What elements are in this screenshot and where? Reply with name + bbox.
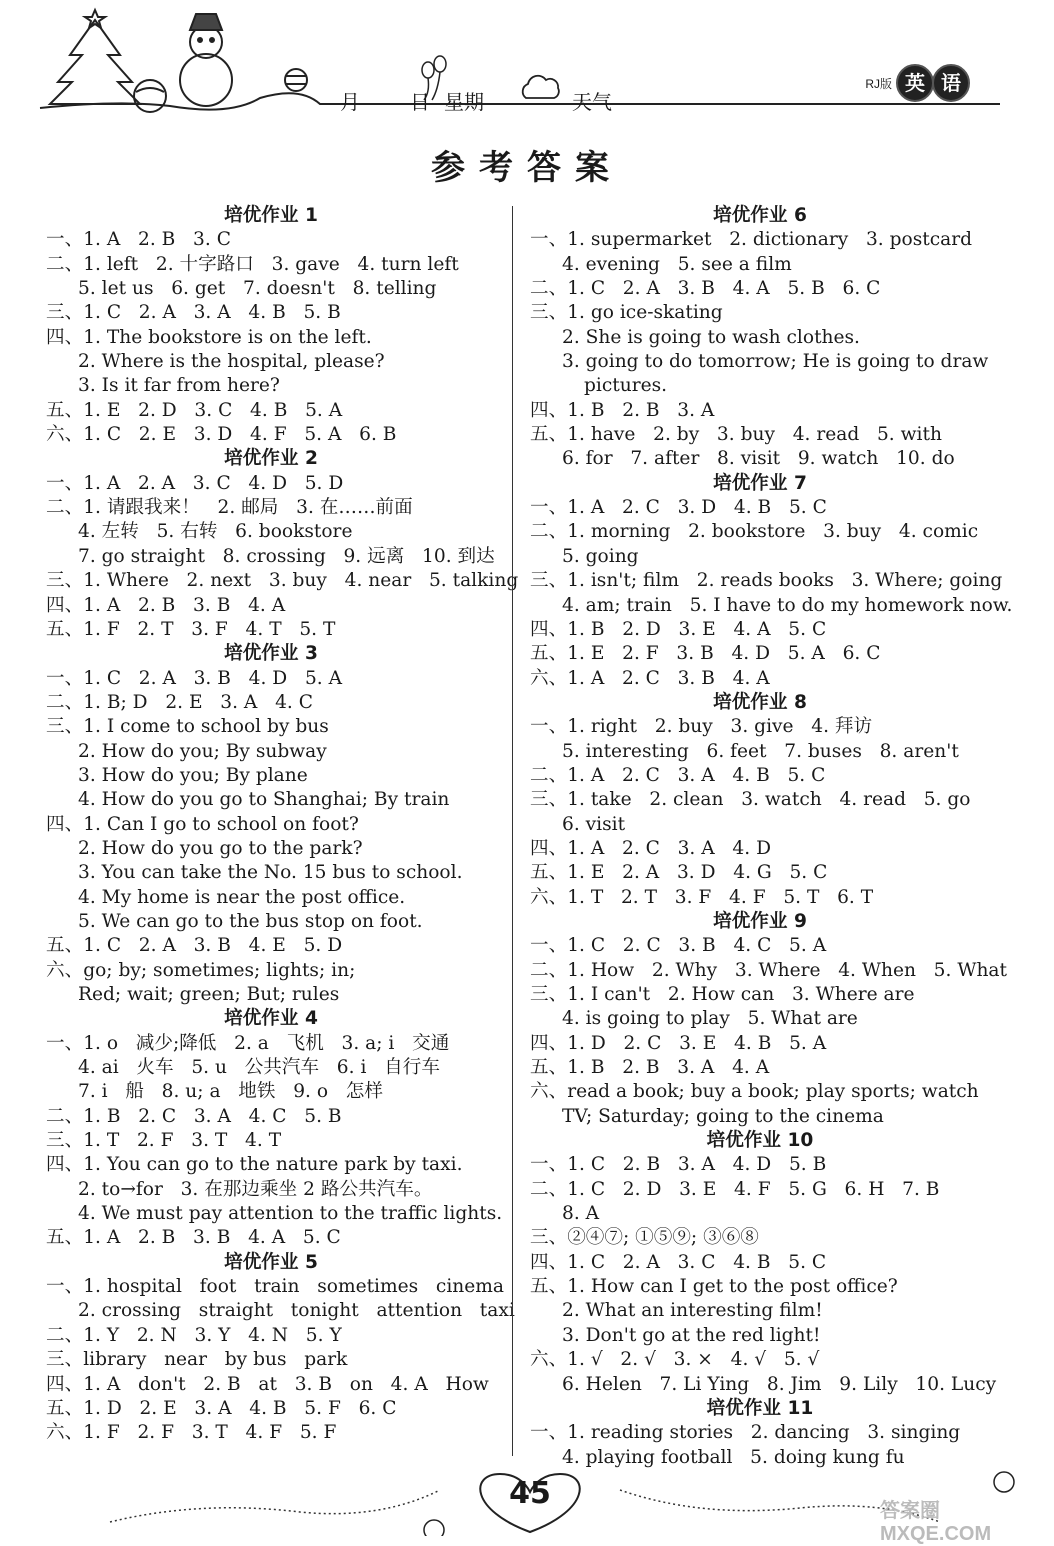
- answer-line: 一、1. C 2. C 3. B 4. C 5. A: [530, 935, 827, 957]
- answer-line: 四、1. C 2. A 3. C 4. B 5. C: [530, 1251, 827, 1273]
- answer-line: 4. evening 5. see a film: [562, 253, 792, 275]
- christmas-tree-icon: [50, 10, 140, 104]
- page-header: [0, 0, 1054, 130]
- answer-line: 五、1. E 2. A 3. D 4. G 5. C: [530, 862, 828, 884]
- watermark: 答案圈 MXQE.COM: [880, 1500, 992, 1545]
- answer-line: 5. let us 6. get 7. doesn't 8. telling: [78, 278, 437, 300]
- answer-line: 四、1. D 2. C 3. E 4. B 5. A: [530, 1032, 827, 1054]
- section-heading: 培优作业 9: [713, 910, 807, 932]
- answer-line: Red; wait; green; But; rules: [78, 984, 340, 1005]
- answer-line: 一、1. right 2. buy 3. give 4. 拜访: [530, 716, 873, 738]
- answer-line: 3. You can take the No. 15 bus to school.: [78, 862, 463, 884]
- page-title: 参考答案: [431, 148, 623, 188]
- right-column: [530, 204, 1013, 1470]
- answer-line: 一、1. supermarket 2. dictionary 3. postcard: [530, 229, 972, 251]
- answer-line: 三、1. take 2. clean 3. watch 4. read 5. go: [530, 789, 971, 811]
- answer-line: 二、1. morning 2. bookstore 3. buy 4. comic: [530, 521, 979, 543]
- answer-line: 四、1. You can go to the nature park by taxi.: [46, 1154, 463, 1176]
- date-month: 月: [340, 90, 360, 114]
- answer-line: 4. 左转 5. 右转 6. bookstore: [78, 521, 353, 543]
- date-line: [340, 86, 612, 115]
- answer-line: 5. We can go to the bus stop on foot.: [78, 910, 423, 932]
- left-column: [46, 204, 519, 1446]
- answer-line: 4. playing football 5. doing kung fu: [562, 1446, 905, 1468]
- answer-line: 2. What an interesting film!: [562, 1300, 823, 1322]
- answer-line: 一、1. A 2. A 3. C 4. D 5. D: [46, 472, 344, 494]
- answer-line: 五、1. D 2. E 3. A 4. B 5. F 6. C: [46, 1397, 397, 1419]
- answer-line: 三、1. Where 2. next 3. buy 4. near 5. talking: [46, 570, 519, 592]
- answer-line: 五、1. How can I get to the post office?: [530, 1276, 898, 1298]
- answer-line: 二、1. Y 2. N 3. Y 4. N 5. Y: [46, 1324, 342, 1346]
- answer-line: 4. My home is near the post office.: [78, 886, 406, 908]
- answer-line: 2. She is going to wash clothes.: [562, 326, 860, 348]
- answer-line: 2. How do you go to the park?: [78, 837, 363, 859]
- page-number: 45: [509, 1476, 551, 1511]
- answer-line: 四、1. A don't 2. B at 3. B on 4. A How: [46, 1373, 489, 1395]
- answer-line: 六、1. √ 2. √ 3. × 4. √ 5. √: [530, 1349, 820, 1371]
- answer-line: 6. for 7. after 8. visit 9. watch 10. do: [562, 448, 955, 470]
- answer-line: 三、1. C 2. A 3. A 4. B 5. B: [46, 302, 341, 324]
- answer-line: 二、1. 请跟我来！ 2. 邮局 3. 在……前面: [46, 497, 413, 519]
- bubble-icon: [424, 1520, 444, 1536]
- answer-line: 二、1. C 2. D 3. E 4. F 5. G 6. H 7. B: [530, 1178, 940, 1200]
- section-heading: 培优作业 8: [713, 691, 807, 713]
- answer-line: 5. interesting 6. feet 7. buses 8. aren't: [562, 740, 959, 762]
- answer-line: 三、1. I come to school by bus: [46, 716, 329, 738]
- answer-line: 五、1. have 2. by 3. buy 4. read 5. with: [530, 424, 942, 446]
- answer-line: 二、1. left 2. 十字路口 3. gave 4. turn left: [46, 253, 459, 275]
- section-heading: 培优作业 11: [706, 1397, 814, 1419]
- section-heading: 培优作业 7: [713, 472, 807, 494]
- answer-line: 五、1. F 2. T 3. F 4. T 5. T: [46, 618, 336, 640]
- answer-line: 五、1. E 2. F 3. B 4. D 5. A 6. C: [530, 643, 881, 665]
- answer-line: 五、1. B 2. B 3. A 4. A: [530, 1057, 770, 1079]
- answer-line: 六、1. A 2. C 3. B 4. A: [530, 667, 770, 689]
- answer-line: 三、1. isn't; film 2. reads books 3. Where; going: [530, 570, 1003, 592]
- answer-line: 2. How do you; By subway: [78, 740, 327, 762]
- section-heading: 培优作业 4: [224, 1008, 318, 1030]
- section-heading: 培优作业 3: [224, 643, 318, 665]
- date-weekday: 星期: [444, 90, 484, 114]
- answer-line: 二、1. B; D 2. E 3. A 4. C: [46, 691, 313, 713]
- answer-line: 五、1. A 2. B 3. B 4. A 5. C: [46, 1227, 341, 1249]
- answer-line: 5. going: [562, 545, 639, 567]
- answer-line: 三、1. go ice-skating: [530, 302, 723, 324]
- answer-line: 4. We must pay attention to the traffic lights.: [78, 1203, 503, 1225]
- answer-line: 2. to→for 3. 在那边乘坐 2 路公共汽车。: [78, 1178, 433, 1200]
- answer-line: 4. ai 火车 5. u 公共汽车 6. i 自行车: [78, 1057, 440, 1079]
- answer-line: 4. is going to play 5. What are: [562, 1008, 858, 1030]
- answer-line: 一、1. A 2. B 3. C: [46, 229, 231, 251]
- answer-line: 一、1. A 2. C 3. D 4. B 5. C: [530, 497, 827, 519]
- answer-line: 7. go straight 8. crossing 9. 远离 10. 到达: [78, 545, 495, 567]
- answer-line: 3. Is it far from here?: [78, 375, 280, 397]
- answer-line: 四、1. Can I go to school on foot?: [46, 813, 359, 835]
- answer-line: 五、1. C 2. A 3. B 4. E 5. D: [46, 935, 343, 957]
- answer-line: TV; Saturday; going to the cinema: [562, 1105, 884, 1127]
- answer-line: 四、1. A 2. B 3. B 4. A: [46, 594, 286, 616]
- answer-line: 6. visit: [562, 813, 626, 835]
- answer-line: 六、read a book; buy a book; play sports; watch: [530, 1081, 979, 1103]
- answer-line: 3. Don't go at the red light!: [562, 1324, 821, 1346]
- answer-line: 四、1. The bookstore is on the left.: [46, 326, 372, 348]
- answer-line: 六、go; by; sometimes; lights; in;: [46, 959, 356, 981]
- answer-line: 六、1. T 2. T 3. F 4. F 5. T 6. T: [530, 886, 874, 908]
- date-day: 日: [410, 90, 430, 114]
- answer-line: 二、1. C 2. A 3. B 4. A 5. B 6. C: [530, 278, 881, 300]
- section-heading: 培优作业 6: [713, 205, 807, 226]
- subject-badge: [898, 64, 970, 102]
- answer-line: 6. Helen 7. Li Ying 8. Jim 9. Lily 10. Lucy: [562, 1373, 997, 1395]
- answer-line: 4. am; train 5. I have to do my homework now.: [562, 594, 1013, 616]
- answer-line: 三、②④⑦; ①⑤⑨; ③⑥⑧: [530, 1227, 759, 1249]
- section-heading: 培优作业 2: [224, 448, 318, 470]
- section-heading: 培优作业 10: [706, 1130, 814, 1152]
- answer-line: 4. How do you go to Shanghai; By train: [78, 789, 450, 811]
- answer-line: 7. i 船 8. u; a 地铁 9. o 怎样: [78, 1081, 383, 1103]
- subject-char-2: 语: [932, 64, 970, 102]
- answer-line: 二、1. A 2. C 3. A 4. B 5. C: [530, 764, 826, 786]
- subject-char-1: 英: [896, 64, 934, 102]
- answer-line: 3. going to do tomorrow; He is going to draw: [562, 351, 989, 373]
- section-heading: 培优作业 5: [224, 1251, 318, 1273]
- snowman-icon: [180, 14, 232, 106]
- answer-line: 五、1. E 2. D 3. C 4. B 5. A: [46, 399, 343, 421]
- answer-line: 三、library near by bus park: [46, 1349, 348, 1371]
- answer-line: 一、1. hospital foot train sometimes cinema: [46, 1276, 504, 1298]
- answer-line: 三、1. I can't 2. How can 3. Where are: [530, 984, 915, 1005]
- answer-line: 四、1. B 2. D 3. E 4. A 5. C: [530, 618, 827, 640]
- answer-line: 8. A: [562, 1203, 600, 1225]
- answer-line: 2. Where is the hospital, please?: [78, 351, 385, 373]
- answer-line: 3. How do you; By plane: [78, 764, 308, 786]
- answer-line: pictures.: [584, 375, 668, 397]
- answer-line: 四、1. A 2. C 3. A 4. D: [530, 837, 771, 859]
- answer-line: 三、1. T 2. F 3. T 4. T: [46, 1130, 282, 1152]
- answer-line: 一、1. C 2. A 3. B 4. D 5. A: [46, 667, 343, 689]
- answer-line: 四、1. B 2. B 3. A: [530, 399, 715, 421]
- answer-line: 二、1. How 2. Why 3. Where 4. When 5. What: [530, 959, 1007, 981]
- answer-line: 六、1. C 2. E 3. D 4. F 5. A 6. B: [46, 424, 397, 446]
- edition-label: RJ版: [865, 76, 892, 91]
- answer-line: 一、1. o 减少;降低 2. a 飞机 3. a; i 交通: [46, 1032, 450, 1054]
- subject-label: [865, 64, 970, 102]
- answer-line: 2. crossing straight tonight attention taxi: [78, 1300, 515, 1322]
- answer-line: 一、1. C 2. B 3. A 4. D 5. B: [530, 1154, 827, 1176]
- bubble-icon: [994, 1472, 1014, 1492]
- section-heading: 培优作业 1: [224, 205, 318, 226]
- answer-line: 一、1. reading stories 2. dancing 3. singing: [530, 1422, 961, 1444]
- date-weather: 天气: [572, 90, 612, 114]
- answer-line: 二、1. B 2. C 3. A 4. C 5. B: [46, 1105, 342, 1127]
- answer-line: 六、1. F 2. F 3. T 4. F 5. F: [46, 1422, 337, 1444]
- column-divider: [512, 206, 513, 1456]
